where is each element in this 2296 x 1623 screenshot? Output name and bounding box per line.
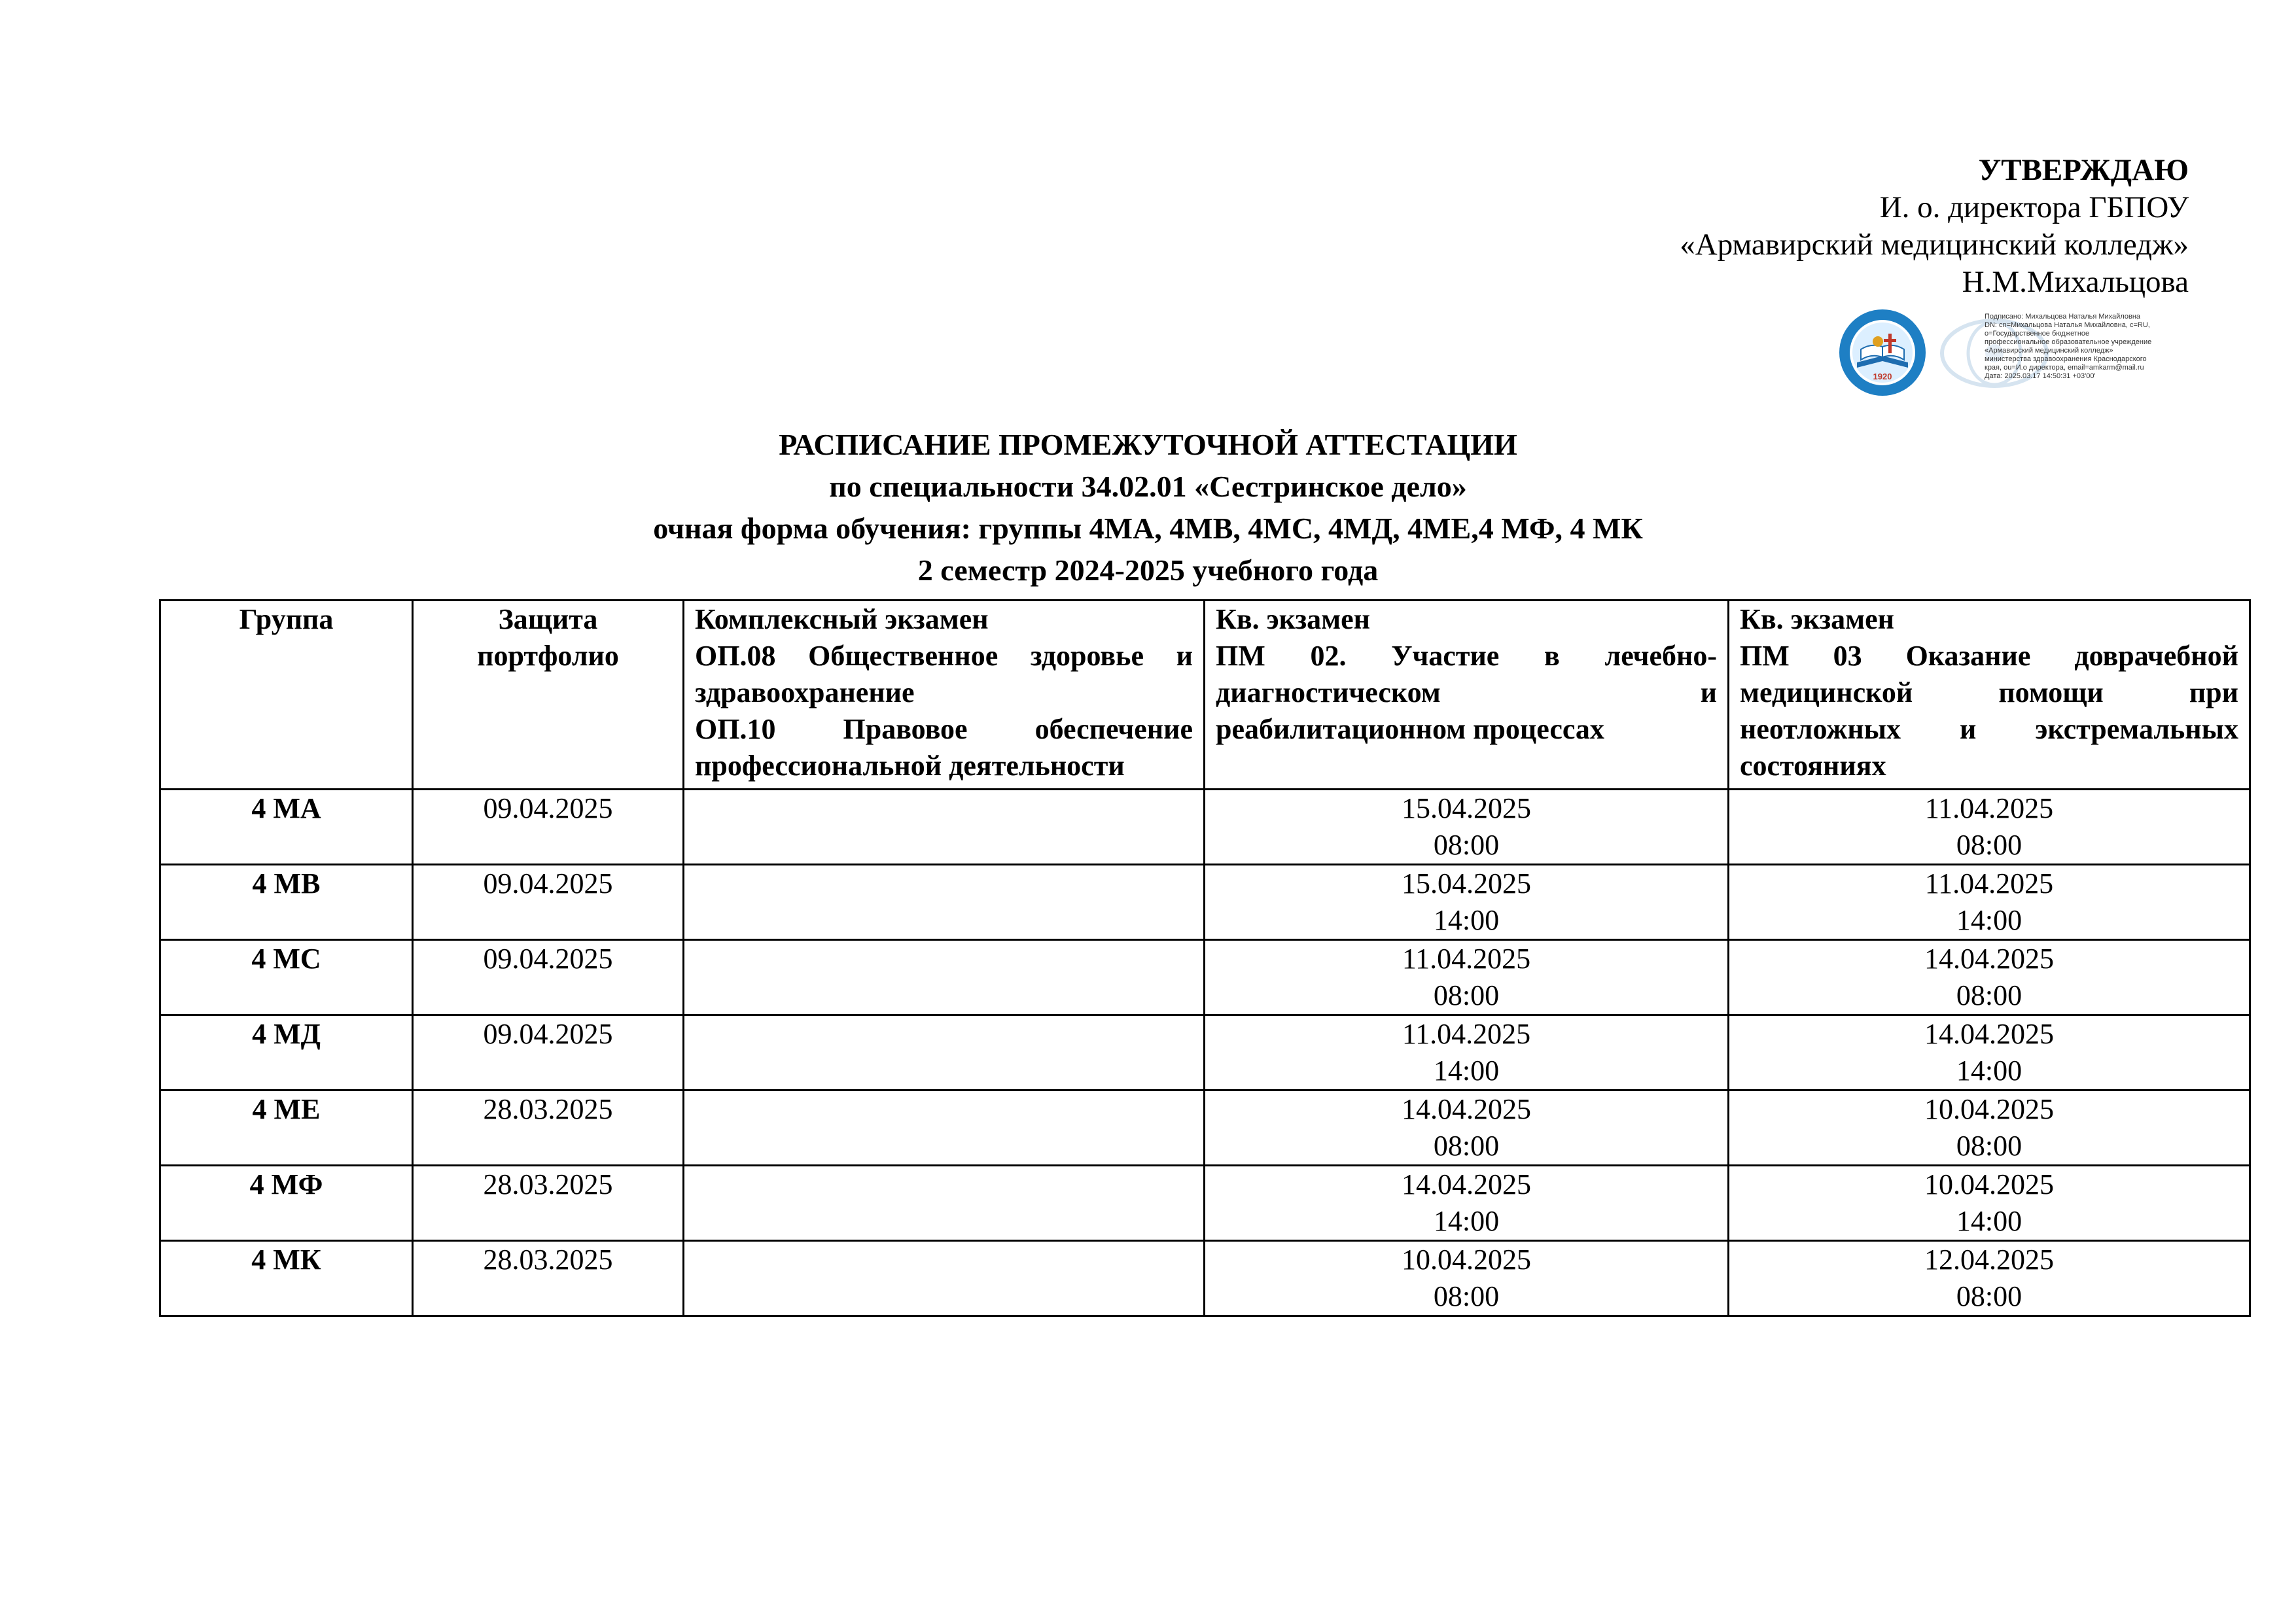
pm03-time: 14:00 xyxy=(1956,1055,2022,1087)
cell-portfolio: 28.03.2025 xyxy=(413,1241,684,1316)
pm02-time: 08:00 xyxy=(1433,1130,1500,1162)
header-pm03-exam xyxy=(1729,601,2250,790)
table-row xyxy=(160,865,2250,940)
cell-pm02 xyxy=(1205,865,1729,940)
pm03-date: 11.04.2025 xyxy=(1924,867,2054,899)
table-row xyxy=(160,1091,2250,1166)
cell-group: 4 МК xyxy=(160,1241,413,1316)
header-pm02-exam xyxy=(1205,601,1729,790)
approval-organization: «Армавирский медицинский колледж» xyxy=(1680,228,2189,262)
approval-title: УТВЕРЖДАЮ xyxy=(1978,153,2189,187)
cell-pm02 xyxy=(1205,1166,1729,1241)
pm03-time: 08:00 xyxy=(1956,1130,2022,1162)
heading-groups: очная форма обучения: группы 4МА, 4МВ, 4МС, 4МД, 4МЕ,4 МФ, 4 МК xyxy=(653,512,1643,545)
pm03-date: 10.04.2025 xyxy=(1924,1093,2054,1125)
signature-line: o=Государственное бюджетное xyxy=(1985,330,2090,338)
pm03-date: 12.04.2025 xyxy=(1924,1244,2054,1276)
header-pm03-label: Кв. экзамен xyxy=(1740,603,1894,635)
approval-block xyxy=(1469,152,2189,301)
cell-pm02 xyxy=(1205,1091,1729,1166)
cell-complex xyxy=(684,1015,1205,1091)
table-row xyxy=(160,940,2250,1015)
pm02-time: 14:00 xyxy=(1433,904,1500,936)
cell-pm03 xyxy=(1729,790,2250,865)
cell-group: 4 МА xyxy=(160,790,413,865)
table-row xyxy=(160,1015,2250,1091)
pm02-date: 11.04.2025 xyxy=(1402,943,1531,975)
pm02-date: 11.04.2025 xyxy=(1402,1018,1531,1050)
pm03-date: 11.04.2025 xyxy=(1924,792,2054,824)
header-complex-label: Комплексный экзамен xyxy=(695,603,989,635)
cell-complex xyxy=(684,1091,1205,1166)
cell-pm02 xyxy=(1205,1241,1729,1316)
approval-signatory: Н.М.Михальцова xyxy=(1962,265,2189,299)
cell-portfolio: 09.04.2025 xyxy=(413,1015,684,1091)
heading-specialty: по специальности 34.02.01 «Сестринское дело» xyxy=(829,470,1467,503)
pm03-time: 14:00 xyxy=(1956,904,2022,936)
table-row xyxy=(160,1166,2250,1241)
signature-line: Дата: 2025.03.17 14:50:31 +03'00' xyxy=(1985,372,2096,380)
cell-pm02 xyxy=(1205,790,1729,865)
cell-complex xyxy=(684,1166,1205,1241)
pm03-time: 08:00 xyxy=(1956,1280,2022,1312)
seal-year: 1920 xyxy=(1873,372,1892,381)
header-pm02-module: ПМ 02. Участие в лечебно-диагностическом и реабилитационном процессах xyxy=(1216,640,1717,745)
cell-portfolio: 28.03.2025 xyxy=(413,1166,684,1241)
signature-line: профессиональное образовательное учреждение xyxy=(1985,338,2152,346)
header-portfolio: Защита портфолио xyxy=(413,601,684,790)
pm03-time: 08:00 xyxy=(1956,979,2022,1011)
cell-pm03 xyxy=(1729,1241,2250,1316)
pm02-time: 14:00 xyxy=(1433,1055,1500,1087)
pm02-date: 15.04.2025 xyxy=(1402,792,1531,824)
pm03-time: 14:00 xyxy=(1956,1205,2022,1237)
cell-pm03 xyxy=(1729,940,2250,1015)
cell-portfolio: 09.04.2025 xyxy=(413,790,684,865)
pm02-time: 14:00 xyxy=(1433,1205,1500,1237)
college-seal-icon xyxy=(1837,307,1928,398)
cell-complex xyxy=(684,940,1205,1015)
header-group: Группа xyxy=(160,601,413,790)
heading-title: РАСПИСАНИЕ ПРОМЕЖУТОЧНОЙ АТТЕСТАЦИИ xyxy=(779,428,1517,461)
schedule-table xyxy=(159,599,2251,1317)
signature-line: края, ou=И.о директора, email=amkarm@mail.ru xyxy=(1985,364,2144,372)
signature-line: «Армавирский медицинский колледж» xyxy=(1985,347,2113,355)
cell-group: 4 МС xyxy=(160,940,413,1015)
header-complex-exam xyxy=(684,601,1205,790)
table-row xyxy=(160,1241,2250,1316)
table-header-row xyxy=(160,601,2250,790)
cell-group: 4 МД xyxy=(160,1015,413,1091)
cell-pm02 xyxy=(1205,1015,1729,1091)
cell-complex xyxy=(684,790,1205,865)
pm03-time: 08:00 xyxy=(1956,829,2022,861)
header-pm02-label: Кв. экзамен xyxy=(1216,603,1370,635)
approval-position: И. о. директора ГБПОУ xyxy=(1879,190,2189,224)
cell-portfolio: 28.03.2025 xyxy=(413,1091,684,1166)
cell-pm03 xyxy=(1729,1091,2250,1166)
header-complex-subject-2: ОП.10 Правовое обеспечение профессиональной деятельности xyxy=(695,713,1193,782)
cell-group: 4 МФ xyxy=(160,1166,413,1241)
pm03-date: 14.04.2025 xyxy=(1924,1018,2054,1050)
digital-signature-block xyxy=(1837,307,2191,398)
signature-line: министерства здравоохранения Краснодарского xyxy=(1985,355,2147,363)
pm02-date: 14.04.2025 xyxy=(1402,1168,1531,1200)
cell-pm03 xyxy=(1729,1015,2250,1091)
pm02-date: 15.04.2025 xyxy=(1402,867,1531,899)
signature-details xyxy=(1985,313,2200,381)
cell-pm03 xyxy=(1729,1166,2250,1241)
header-pm03-module: ПМ 03 Оказание доврачебной медицинской помощи при неотложных и экстремальных состояниях xyxy=(1740,640,2238,782)
header-complex-subject-1: ОП.08 Общественное здоровье и здравоохранение xyxy=(695,640,1193,708)
pm03-date: 10.04.2025 xyxy=(1924,1168,2054,1200)
cell-portfolio: 09.04.2025 xyxy=(413,940,684,1015)
pm02-time: 08:00 xyxy=(1433,829,1500,861)
heading-semester: 2 семестр 2024-2025 учебного года xyxy=(917,553,1379,587)
signature-line: DN: cn=Михальцова Наталья Михайловна, c=RU, xyxy=(1985,321,2150,329)
cell-complex xyxy=(684,1241,1205,1316)
pm02-date: 10.04.2025 xyxy=(1402,1244,1531,1276)
table-row xyxy=(160,790,2250,865)
cell-pm02 xyxy=(1205,940,1729,1015)
pm02-time: 08:00 xyxy=(1433,1280,1500,1312)
cell-portfolio: 09.04.2025 xyxy=(413,865,684,940)
signature-line: Подписано: Михальцова Наталья Михайловна xyxy=(1985,313,2141,321)
cell-group: 4 МЕ xyxy=(160,1091,413,1166)
pm02-time: 08:00 xyxy=(1433,979,1500,1011)
document-heading xyxy=(0,424,2296,591)
pm03-date: 14.04.2025 xyxy=(1924,943,2054,975)
pm02-date: 14.04.2025 xyxy=(1402,1093,1531,1125)
cell-pm03 xyxy=(1729,865,2250,940)
cell-group: 4 МВ xyxy=(160,865,413,940)
cell-complex xyxy=(684,865,1205,940)
